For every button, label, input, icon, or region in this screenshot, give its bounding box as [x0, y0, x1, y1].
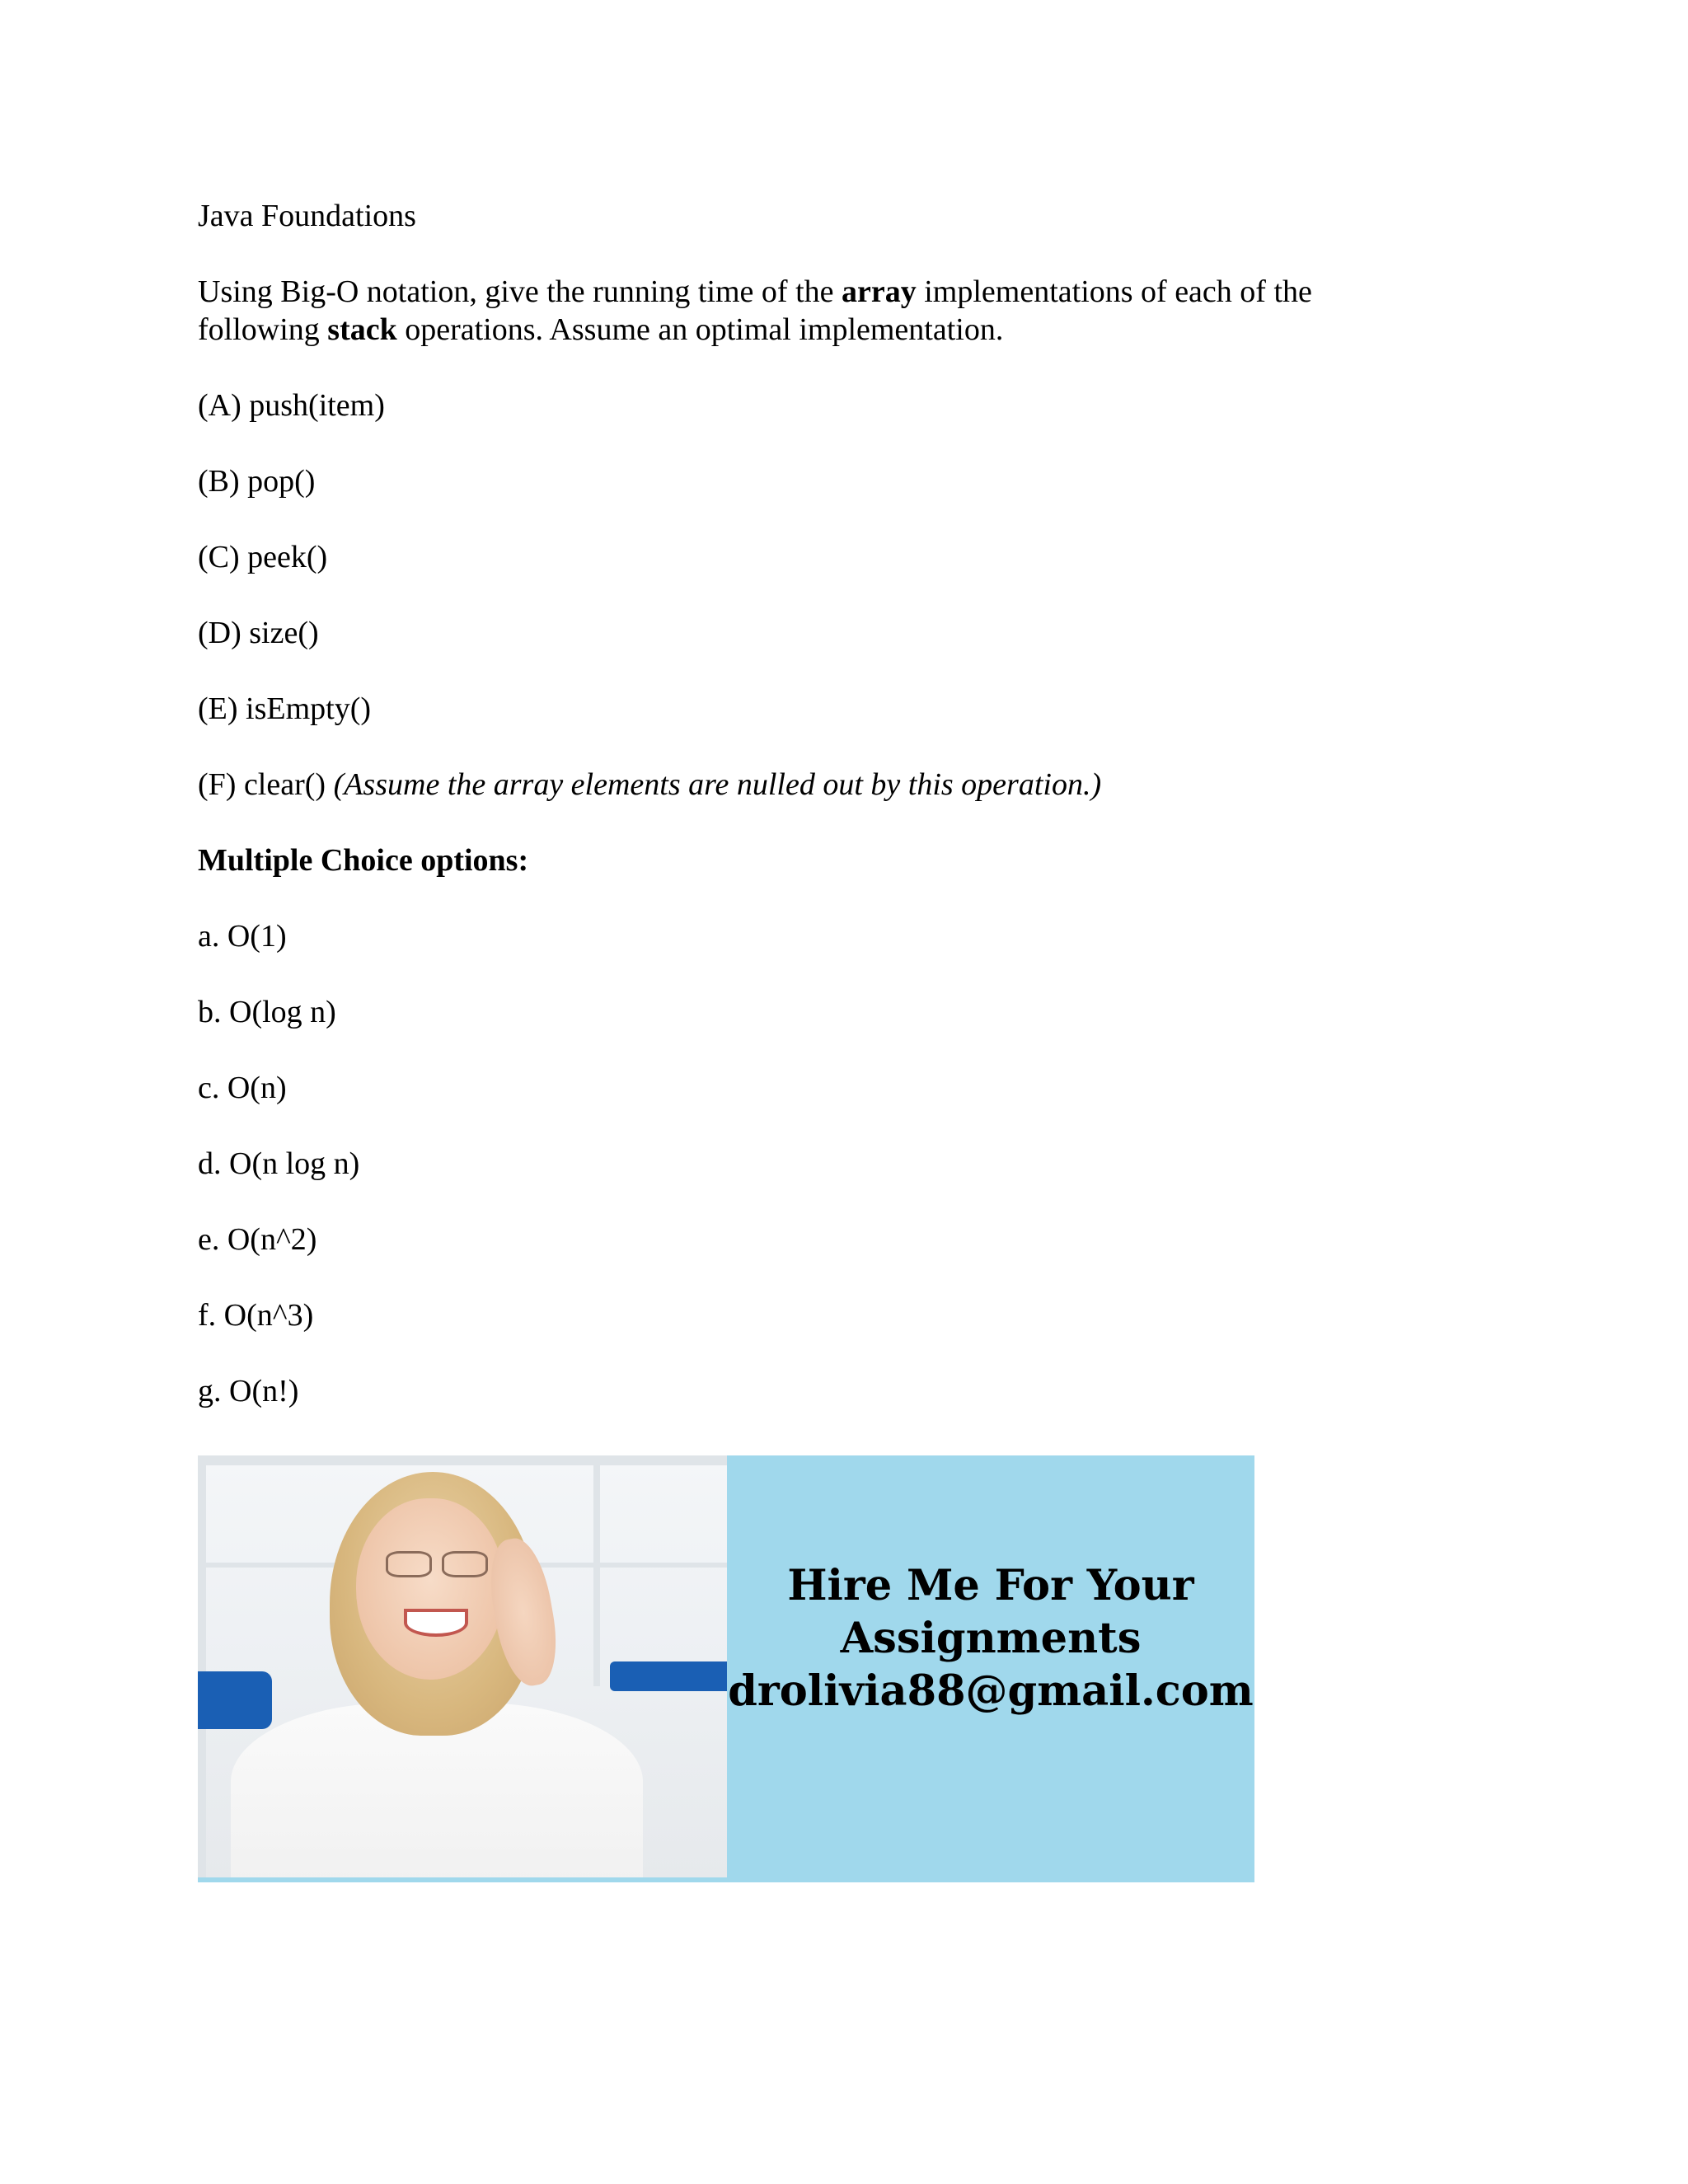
operation-d: (D) size() [198, 616, 319, 650]
ad-email: drolivia88@gmail.com [728, 1666, 1254, 1716]
question-part-3: operations. Assume an optimal implementation. [396, 312, 1004, 347]
ad-line-2: Assignments [840, 1614, 1142, 1663]
advertisement-banner [198, 1455, 1254, 1882]
question-text [198, 273, 1434, 349]
document-title: Java Foundations [198, 199, 416, 233]
choice-c: c. O(n) [198, 1071, 287, 1105]
blue-chair-right [610, 1661, 727, 1691]
choice-e: e. O(n^2) [198, 1222, 317, 1257]
operation-b: (B) pop() [198, 464, 316, 499]
choice-d: d. O(n log n) [198, 1146, 360, 1181]
operation-a: (A) push(item) [198, 388, 385, 423]
question-part-2: implementations of each of the following [198, 274, 1312, 347]
blue-chair-left [198, 1671, 272, 1729]
question-bold-stack: stack [327, 312, 397, 347]
operation-e: (E) isEmpty() [198, 691, 372, 726]
ad-line-1: Hire Me For Your [787, 1561, 1194, 1610]
glasses-left-lens [386, 1551, 432, 1577]
clear-note: (Assume the array elements are nulled out by this operation.) [333, 767, 1102, 802]
face [356, 1498, 504, 1680]
question-part-1: Using Big-O notation, give the running time of the [198, 274, 842, 309]
window-mullion [593, 1455, 600, 1686]
choice-f: f. O(n^3) [198, 1298, 314, 1333]
operation-f-label: (F) clear() [198, 767, 326, 802]
choice-g: g. O(n!) [198, 1374, 299, 1408]
operation-c: (C) peek() [198, 540, 328, 574]
ad-text [727, 1559, 1254, 1718]
question-bold-array: array [842, 274, 917, 309]
window-frame-left [198, 1455, 206, 1882]
window-frame-top [198, 1455, 727, 1465]
choices-heading-text: Multiple Choice options: [198, 843, 529, 878]
operation-f [198, 766, 1101, 804]
banner-bottom-stripe [198, 1877, 727, 1882]
choice-a: a. O(1) [198, 919, 287, 954]
glasses-right-lens [442, 1551, 488, 1577]
choices-heading [198, 841, 528, 879]
choice-b: b. O(log n) [198, 995, 336, 1029]
tutor-photo [198, 1455, 727, 1882]
smile [404, 1609, 468, 1637]
ad-text-panel [727, 1455, 1254, 1882]
